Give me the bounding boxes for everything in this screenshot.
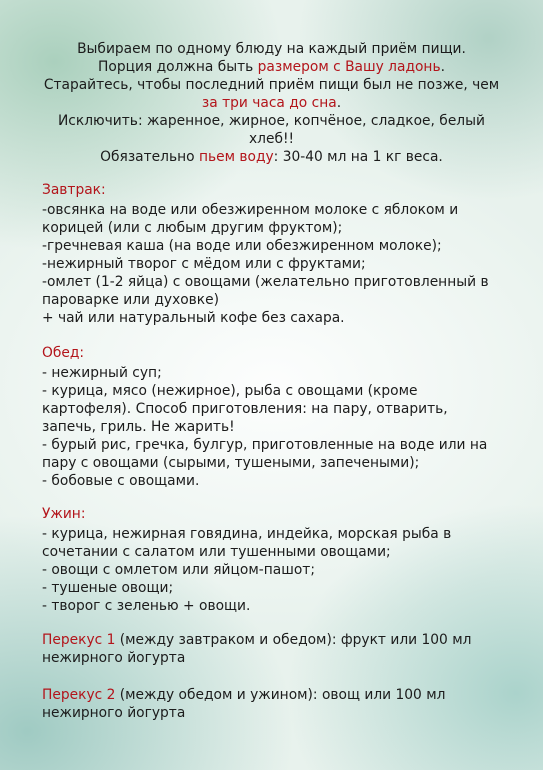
intro-text: . — [336, 95, 342, 111]
snack1-line — [42, 631, 512, 649]
lunch-item: - бурый рис, гречка, булгур, приготовленные на воде или на — [42, 437, 488, 453]
snack2-line — [42, 686, 512, 704]
intro-line: Старайтесь, чтобы последний приём пищи был не позже, чем — [43, 77, 500, 93]
lunch-item: запечь, гриль. Не жарить! — [42, 419, 235, 435]
breakfast-item: -гречневая каша (на воде или обезжиренном молоке); — [42, 238, 442, 254]
intro-text: Обязательно — [100, 149, 199, 165]
breakfast-item: -нежирный творог с мёдом или с фруктами; — [42, 256, 366, 272]
intro-line — [30, 94, 513, 112]
intro-line: Выбираем по одному блюду на каждый приём пищи. — [77, 41, 466, 57]
breakfast-item: -овсянка на воде или обезжиренном молоке с яблоком и — [42, 202, 459, 218]
snack2-heading: Перекус 2 — [42, 687, 116, 703]
lunch-section — [42, 344, 512, 490]
dinner-item: - курица, нежирная говядина, индейка, морская рыба в — [42, 526, 452, 542]
dinner-item: - творог с зеленью + овощи. — [42, 598, 251, 614]
dinner-item: - овощи с омлетом или яйцом-пашот; — [42, 562, 315, 578]
intro-line: хлеб!! — [248, 131, 295, 147]
lunch-item: - курица, мясо (нежирное), рыба с овощами (кроме — [42, 383, 418, 399]
breakfast-heading: Завтрак: — [42, 182, 106, 198]
intro-block — [30, 40, 513, 166]
snack2-section — [42, 686, 512, 722]
breakfast-item: + чай или натуральный кофе без сахара. — [42, 310, 345, 326]
water-highlight: пьем воду — [198, 149, 274, 165]
breakfast-section — [42, 181, 512, 327]
lunch-item: картофеля). Способ приготовления: на пару, отварить, — [42, 401, 448, 417]
lunch-item: пару с овощами (сырыми, тушеными, запечеными); — [42, 455, 420, 471]
lunch-item: - бобовые с овощами. — [42, 473, 200, 489]
breakfast-item: пароварке или духовке) — [42, 292, 220, 308]
snack2-text: (между обедом и ужином): овощ или 100 мл — [115, 687, 446, 703]
snack1-text: (между завтраком и обедом): фрукт или 100 мл — [115, 632, 472, 648]
lunch-heading: Обед: — [42, 345, 85, 361]
intro-text: Порция должна быть — [98, 59, 258, 75]
dinner-item: сочетании с салатом или тушенными овощами; — [42, 544, 391, 560]
snack2-line: нежирного йогурта — [42, 705, 186, 721]
intro-text: . — [440, 59, 445, 75]
snack1-line: нежирного йогурта — [42, 650, 186, 666]
intro-text: : 30-40 мл на 1 кг веса. — [273, 149, 443, 165]
dinner-item: - тушеные овощи; — [42, 580, 174, 596]
portion-highlight: размером с Вашу ладонь — [257, 59, 441, 75]
sleep-highlight: за три часа до сна — [201, 95, 337, 111]
lunch-item: - нежирный суп; — [42, 365, 162, 381]
intro-line: Исключить: жаренное, жирное, копчёное, сладкое, белый — [57, 113, 485, 129]
snack1-heading: Перекус 1 — [42, 632, 116, 648]
dinner-section — [42, 505, 512, 615]
intro-line — [30, 58, 513, 76]
breakfast-item: корицей (или с любым другим фруктом); — [42, 220, 343, 236]
dinner-heading: Ужин: — [42, 506, 86, 522]
breakfast-item: -омлет (1-2 яйца) с овощами (желательно приготовленный в — [42, 274, 489, 290]
snack1-section — [42, 631, 512, 667]
intro-line — [30, 148, 513, 166]
